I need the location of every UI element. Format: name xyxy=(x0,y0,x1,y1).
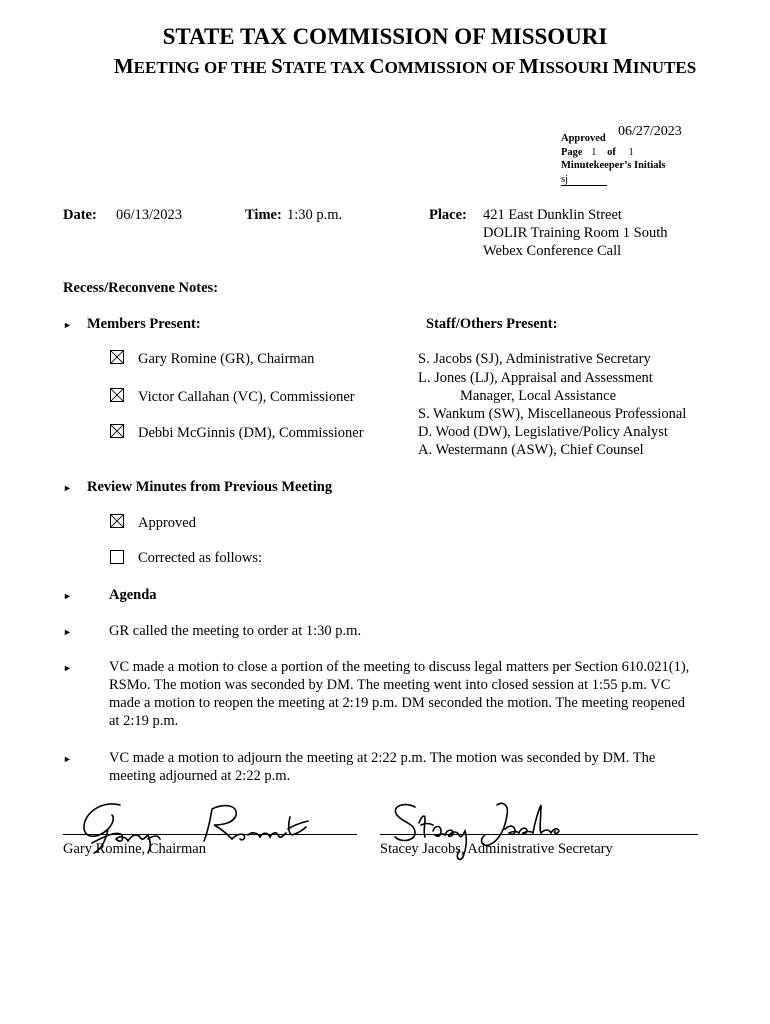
subtitle-part: TATE TAX xyxy=(282,58,370,77)
approved-date: 06/27/2023 xyxy=(618,124,682,139)
time-label: Time: xyxy=(245,207,282,223)
agenda-item-line: meeting adjourned at 2:22 p.m. xyxy=(109,768,291,784)
member-name: Debbi McGinnis (DM), Commissioner xyxy=(138,425,364,441)
agenda-item-line: RSMo. The motion was seconded by DM. The meeting went into closed session at 1:55 p.m. VC xyxy=(109,677,671,693)
document-title: STATE TAX COMMISSION OF MISSOURI xyxy=(162,24,608,49)
member-checkbox[interactable] xyxy=(110,424,124,438)
bullet-icon: ► xyxy=(63,483,72,493)
place-line: 421 East Dunklin Street xyxy=(483,207,622,223)
staff-line: S. Jacobs (SJ), Administrative Secretary xyxy=(418,351,651,367)
recess-notes-label: Recess/Reconvene Notes: xyxy=(63,280,219,296)
bullet-icon: ► xyxy=(63,627,72,637)
bullet-icon: ► xyxy=(63,320,72,330)
approved-checkbox[interactable] xyxy=(110,514,124,528)
subtitle-part: M xyxy=(113,54,134,78)
page-indicator xyxy=(561,147,634,158)
initials-label: Minutekeeper’s Initials xyxy=(561,160,666,171)
bullet-icon: ► xyxy=(63,663,72,673)
member-checkbox[interactable] xyxy=(110,350,124,364)
subtitle-part: M xyxy=(519,54,539,78)
of-label: of xyxy=(607,147,616,158)
page-label: Page xyxy=(561,147,583,158)
date-label: Date: xyxy=(63,207,97,223)
corrected-checkbox[interactable] xyxy=(110,550,124,564)
member-checkbox[interactable] xyxy=(110,388,124,402)
bullet-icon: ► xyxy=(63,754,72,764)
agenda-item-line: VC made a motion to adjourn the meeting at 2:22 p.m. The motion was seconded by DM. The xyxy=(109,750,656,766)
signature-line xyxy=(380,834,698,835)
page-total: 1 xyxy=(628,147,634,158)
date-value: 06/13/2023 xyxy=(116,207,183,223)
staff-line: D. Wood (DW), Legislative/Policy Analyst xyxy=(418,424,668,440)
agenda-item-line: VC made a motion to close a portion of the meeting to discuss legal matters per Section 610.021(1), xyxy=(109,659,690,675)
page-number: 1 xyxy=(591,147,597,158)
secretary-caption: Stacey Jacobs, Administrative Secretary xyxy=(380,841,613,857)
staff-line: A. Westermann (ASW), Chief Counsel xyxy=(418,442,644,458)
agenda-item-line: made a motion to reopen the meeting at 2:19 p.m. DM seconded the motion. The meeting reopened xyxy=(109,695,685,711)
subtitle-part: INUTES xyxy=(632,58,697,77)
subtitle-part: S xyxy=(271,54,283,78)
staff-line: S. Wankum (SW), Miscellaneous Professional xyxy=(418,406,687,422)
subtitle-part: EETING OF THE xyxy=(133,58,272,77)
members-heading: Members Present: xyxy=(87,316,201,332)
subtitle-part: ISSOURI xyxy=(538,58,614,77)
time-value: 1:30 p.m. xyxy=(287,207,343,223)
member-name: Victor Callahan (VC), Commissioner xyxy=(138,389,355,405)
agenda-heading: Agenda xyxy=(109,587,157,603)
place-line: DOLIR Training Room 1 South xyxy=(483,225,668,241)
staff-heading: Staff/Others Present: xyxy=(426,316,558,332)
agenda-item-line: GR called the meeting to order at 1:30 p.m. xyxy=(109,623,362,639)
chairman-caption: Gary Romine, Chairman xyxy=(63,841,206,857)
member-name: Gary Romine (GR), Chairman xyxy=(138,351,315,367)
staff-line: L. Jones (LJ), Appraisal and Assessment xyxy=(418,370,653,386)
signature-line xyxy=(63,834,357,835)
approved-label: Approved xyxy=(561,133,606,144)
document-subtitle xyxy=(0,54,770,79)
corrected-option-label: Corrected as follows: xyxy=(138,550,263,566)
agenda-item-line: at 2:19 p.m. xyxy=(109,713,179,729)
review-heading: Review Minutes from Previous Meeting xyxy=(87,479,333,495)
staff-line: Manager, Local Assistance xyxy=(460,388,617,404)
place-line: Webex Conference Call xyxy=(483,243,622,259)
bullet-icon: ► xyxy=(63,591,72,601)
initials-value: sj xyxy=(561,174,607,186)
approved-option-label: Approved xyxy=(138,515,196,531)
place-label: Place: xyxy=(429,207,467,223)
subtitle-part: OMMISSION OF xyxy=(384,58,520,77)
subtitle-part: M xyxy=(613,54,633,78)
subtitle-part: C xyxy=(369,54,385,78)
